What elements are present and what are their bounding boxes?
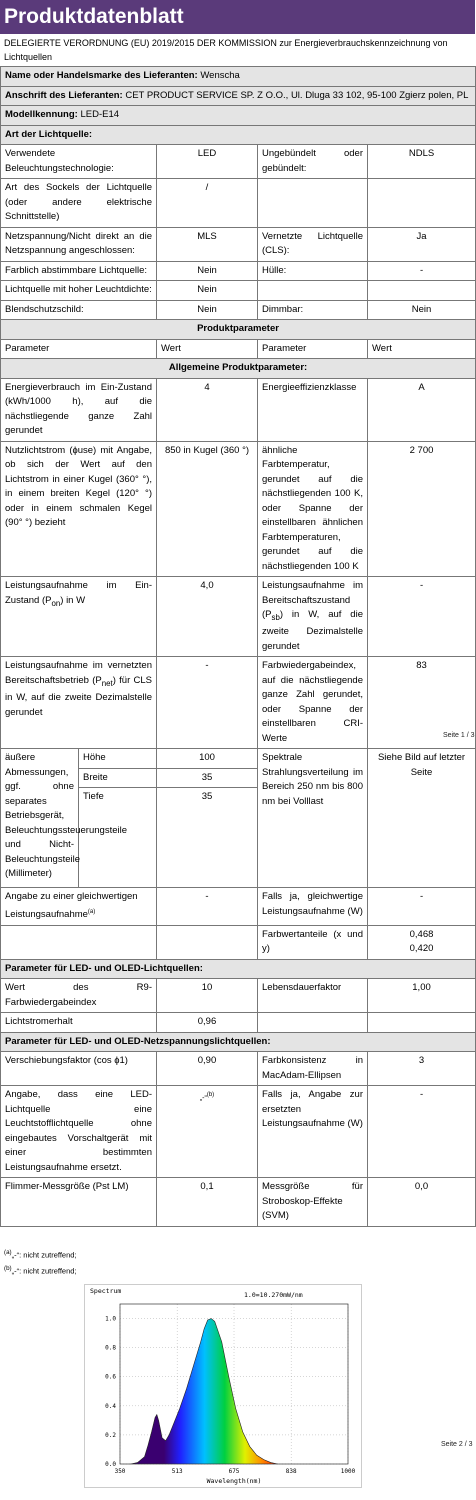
col-header-value: Wert bbox=[157, 339, 258, 359]
mains-section-heading: Parameter für LED- und OLED-Netzspannungslichtquellen: bbox=[1, 1032, 476, 1052]
cls-label: Vernetzte Lichtquelle (CLS): bbox=[258, 227, 368, 261]
supplier-address-value: CET PRODUCT SERVICE SP. Z O.O., Ul. Dluga 33 102, 95-100 Zgierz polen, PL bbox=[125, 89, 469, 101]
pon-label: Leistungsaufnahme im Ein-Zustand $(P_{on})$ in W bbox=[1, 577, 157, 657]
table-row bbox=[1, 378, 476, 441]
model-label: Modellkennung: bbox=[5, 109, 78, 120]
cri-label: Farbwiedergabeindex, auf die nächstliegende ganze Zahl gerundet, oder Spanne der einstellbaren CRI-Werte bbox=[258, 657, 368, 749]
lightsource-section-heading: Art der Lichtquelle: bbox=[1, 125, 476, 145]
y-tick-label: 0.2 bbox=[105, 1431, 116, 1439]
replace-label: Angabe, dass eine LED-Lichtquelle eine Leuchtstofflichtquelle ohne eingebautes Vorschaltgerät mit einer bestimmten Leistungsaufnahme ersetzt. bbox=[1, 1086, 157, 1178]
table-row bbox=[1, 261, 476, 281]
regulation-text: DELEGIERTE VERORDNUNG (EU) 2019/2015 DER KOMMISSION zur Energieverbrauchskennzeichnung von Lichtquellen bbox=[4, 38, 448, 62]
supplier-address-row bbox=[1, 86, 476, 106]
model-row bbox=[1, 106, 476, 126]
supplier-name-row bbox=[1, 67, 476, 87]
macadam-value: 3 bbox=[368, 1052, 476, 1086]
table-row bbox=[1, 577, 476, 657]
envelope-label: Hülle: bbox=[258, 261, 368, 281]
model-value: LED-E14 bbox=[80, 109, 120, 120]
supplier-name-label: Name oder Handelsmarke des Lieferanten: bbox=[5, 70, 198, 81]
led-section-heading: Parameter für LED- und OLED-Lichtquellen: bbox=[1, 959, 476, 979]
table-row bbox=[1, 1086, 476, 1178]
hlr-label: Lichtquelle mit hoher Leuchtdichte: bbox=[1, 281, 157, 301]
survival-label: Lebensdauerfaktor bbox=[258, 979, 368, 1013]
y-tick-label: 0.0 bbox=[105, 1461, 116, 1468]
equiv-label: Angabe zu einer gleichwertigen Leistungsaufnahme$^{(a)}$ bbox=[1, 888, 157, 925]
table-row bbox=[1, 888, 476, 925]
svm-value: 0,0 bbox=[368, 1178, 476, 1227]
chroma-label: Farbwertanteile (x und y) bbox=[258, 925, 368, 959]
r9-value: 10 bbox=[157, 979, 258, 1013]
equiv-w-value: - bbox=[368, 888, 476, 925]
col-header-param-2: Parameter bbox=[258, 339, 368, 359]
dims-label: äußere Abmessungen, ggf. ohne separates Betriebsgerät, Beleuchtungssteuerungsteile und Nicht-Beleuchtungsteile (Millimeter) bbox=[1, 749, 79, 888]
depth-label: Tiefe bbox=[79, 788, 157, 888]
x-tick-label: 350 bbox=[114, 1468, 126, 1475]
width-value: 35 bbox=[157, 768, 258, 788]
pon-value: 4,0 bbox=[157, 577, 258, 657]
replace-w-label: Falls ja, Angabe zur ersetzten Leistungsaufnahme (W) bbox=[258, 1086, 368, 1178]
general-section-heading: Allgemeine Produktparameter: bbox=[1, 359, 476, 379]
datasheet-table bbox=[0, 66, 476, 1227]
pf-value: 0,90 bbox=[157, 1052, 258, 1086]
cls-value: Ja bbox=[368, 227, 476, 261]
supplier-address-label: Anschrift des Lieferanten: bbox=[5, 89, 123, 101]
chart-scale-note: 1.0=10.270mW/nm bbox=[244, 1291, 303, 1299]
hlr-value: Nein bbox=[157, 281, 258, 301]
dimmable-value: Nein bbox=[368, 300, 476, 320]
mains-label: Netzspannung/Nicht direkt an die Netzspannung angeschlossen: bbox=[1, 227, 157, 261]
col-header-param: Parameter bbox=[1, 339, 157, 359]
cct-value: 2 700 bbox=[368, 441, 476, 577]
socket-label: Art des Sockels der Lichtquelle (oder andere elektrische Schnittstelle) bbox=[1, 179, 157, 228]
table-row bbox=[1, 1178, 476, 1227]
height-label: Höhe bbox=[79, 749, 157, 769]
x-tick-label: 513 bbox=[171, 1468, 183, 1475]
tunable-value: Nein bbox=[157, 261, 258, 281]
tunable-label: Farblich abstimmbare Lichtquelle: bbox=[1, 261, 157, 281]
page-number-2: Seite 2 / 3 bbox=[441, 1441, 473, 1448]
chart-title: Spectrum bbox=[90, 1287, 122, 1295]
table-row bbox=[1, 441, 476, 577]
page-title: Produktdatenblatt bbox=[0, 0, 475, 34]
maint-label: Lichtstromerhalt bbox=[1, 1013, 157, 1033]
pnet-value: - bbox=[157, 657, 258, 749]
glare-value: Nein bbox=[157, 300, 258, 320]
column-header-row bbox=[1, 339, 476, 359]
equiv-value: - bbox=[157, 888, 258, 925]
replace-value: „-“$^{(b)}$ bbox=[157, 1086, 258, 1178]
col-header-value-2: Wert bbox=[368, 339, 476, 359]
depth-value: 35 bbox=[157, 788, 258, 888]
spectrum-chart bbox=[84, 1284, 362, 1488]
flicker-label: Flimmer-Messgröße (Pst LM) bbox=[1, 1178, 157, 1227]
flux-label: Nutzlichtstrom (ɸuse) mit Angabe, ob sich der Wert auf den Lichtstrom in einer Kugel (360° °), in einem breiten Kegel (120° °) oder in einem schmalen Kegel (90° °) bezieht bbox=[1, 441, 157, 577]
footnotes bbox=[4, 1246, 77, 1277]
flux-value: 850 in Kugel (360 °) bbox=[157, 441, 258, 577]
socket-value: / bbox=[157, 179, 258, 228]
envelope-value: - bbox=[368, 261, 476, 281]
product-section-row bbox=[1, 320, 476, 340]
cct-label: ähnliche Farbtemperatur, gerundet auf die nächstliegenden 100 K, oder Spanne der einstellbaren ähnlichen Farbtemperaturen, gerundet auf die nächstliegenden 100 K bbox=[258, 441, 368, 577]
x-axis-label: Wavelength(nm) bbox=[206, 1477, 262, 1485]
survival-value: 1,00 bbox=[368, 979, 476, 1013]
r9-label: Wert des R9-Farbwiedergabeindex bbox=[1, 979, 157, 1013]
mains-section-row bbox=[1, 1032, 476, 1052]
table-row bbox=[1, 145, 476, 179]
tech-label: Verwendete Beleuchtungstechnologie: bbox=[1, 145, 157, 179]
height-value: 100 bbox=[157, 749, 258, 769]
equiv-w-label: Falls ja, gleichwertige Leistungsaufnahme (W) bbox=[258, 888, 368, 925]
general-section-row bbox=[1, 359, 476, 379]
glare-label: Blendschutzschild: bbox=[1, 300, 157, 320]
eec-value: A bbox=[368, 378, 476, 441]
dimmable-label: Dimmbar: bbox=[258, 300, 368, 320]
maint-value: 0,96 bbox=[157, 1013, 258, 1033]
y-tick-label: 0.4 bbox=[105, 1402, 116, 1410]
table-row bbox=[1, 227, 476, 261]
chroma-y: 0,420 bbox=[409, 943, 434, 955]
table-row bbox=[1, 300, 476, 320]
table-row bbox=[1, 657, 476, 749]
width-label: Breite bbox=[79, 768, 157, 788]
table-row bbox=[1, 925, 476, 959]
psb-value: - bbox=[368, 577, 476, 657]
pnet-label: Leistungsaufnahme im vernetzten Bereitschaftsbetrieb $(P_{net})$ für CLS in W, auf die zweite Dezimalstelle gerundet bbox=[1, 657, 157, 749]
y-tick-label: 0.8 bbox=[105, 1344, 116, 1352]
table-row bbox=[1, 979, 476, 1013]
table-row bbox=[1, 1052, 476, 1086]
footnote-a: $^{(a)}$„-“: nicht zutreffend; bbox=[4, 1249, 77, 1260]
supplier-name-value: Wenscha bbox=[200, 70, 240, 81]
cri-value: 83 bbox=[368, 657, 476, 749]
x-tick-label: 838 bbox=[285, 1468, 297, 1475]
bundled-label: Ungebündelt oder gebündelt: bbox=[258, 145, 368, 179]
table-row bbox=[1, 281, 476, 301]
y-tick-label: 1.0 bbox=[105, 1315, 116, 1323]
table-row bbox=[1, 749, 476, 769]
eec-label: Energieeffizienzklasse bbox=[258, 378, 368, 441]
lightsource-section-row bbox=[1, 125, 476, 145]
mains-value: MLS bbox=[157, 227, 258, 261]
svm-label: Messgröße für Stroboskop-Effekte (SVM) bbox=[258, 1178, 368, 1227]
tech-value: LED bbox=[157, 145, 258, 179]
psb-label: Leistungsaufnahme im Bereitschaftszustand $(P_{sb})$ in W, auf die zweite Dezimalstelle gerundet bbox=[258, 577, 368, 657]
flicker-value: 0,1 bbox=[157, 1178, 258, 1227]
macadam-label: Farbkonsistenz in MacAdam-Ellipsen bbox=[258, 1052, 368, 1086]
replace-w-value: - bbox=[368, 1086, 476, 1178]
chroma-value bbox=[368, 925, 476, 959]
chroma-x: 0,468 bbox=[409, 928, 434, 940]
footnote-b: $^{(b)}$„-“: nicht zutreffend; bbox=[4, 1264, 77, 1275]
spd-label: Spektrale Strahlungsverteilung im Bereich 250 nm bis 800 nm bei Volllast bbox=[258, 749, 368, 888]
energy-label: Energieverbrauch im Ein-Zustand (kWh/1000 h), auf die nächstliegende ganze Zahl gerundet bbox=[1, 378, 157, 441]
product-section-heading: Produktparameter bbox=[1, 320, 476, 340]
x-tick-label: 1000 bbox=[340, 1468, 356, 1475]
pf-label: Verschiebungsfaktor (cos ɸ1) bbox=[1, 1052, 157, 1086]
spd-value: Siehe Bild auf letzter Seite bbox=[368, 749, 476, 888]
y-tick-label: 0.6 bbox=[105, 1373, 116, 1381]
table-row bbox=[1, 1013, 476, 1033]
x-tick-label: 675 bbox=[228, 1468, 240, 1475]
energy-value: 4 bbox=[157, 378, 258, 441]
table-row bbox=[1, 179, 476, 228]
page-number-1: Seite 1 / 3 bbox=[443, 732, 475, 739]
led-section-row bbox=[1, 959, 476, 979]
bundled-value: NDLS bbox=[368, 145, 476, 179]
